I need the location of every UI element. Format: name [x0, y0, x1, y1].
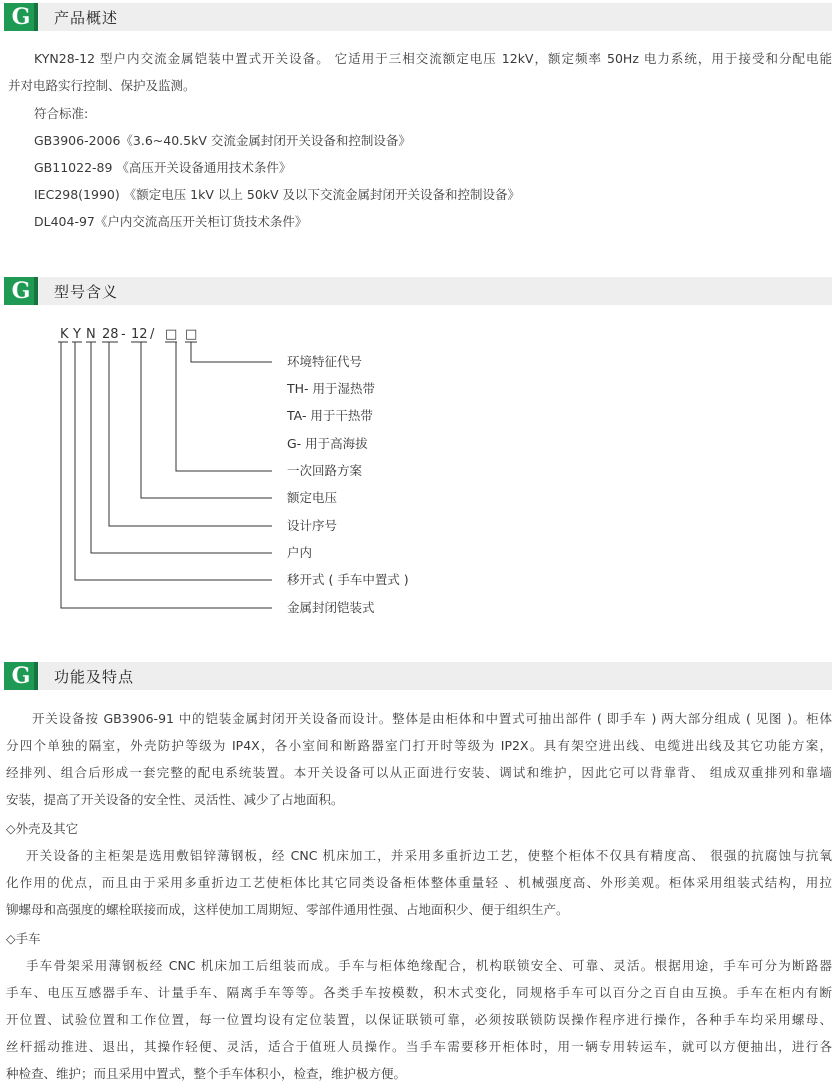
standard-item: IEC298(1990) 《额定电压 1kV 以上 50kV 及以下交流金属封闭开关设备和控制设备》	[34, 187, 521, 202]
section-header-features	[4, 662, 832, 690]
code-char: 28	[102, 327, 119, 342]
model-code-diagram	[0, 320, 836, 620]
standard-item: GB11022-89 《高压开关设备通用技术条件》	[34, 160, 292, 175]
code-char: □	[165, 327, 178, 342]
paragraph-line: 经排列、组合后形成一套完整的配电系统装置。本开关设备可以从正面进行安装、调试和维护，因此它可以背靠背、 组成双重排列和靠墙	[6, 765, 832, 780]
paragraph-line: 分四个单独的隔室，外壳防护等级为 IP4X，各小室间和断路器室门打开时等级为 IP2X。具有架空进出线、电缆进出线及其它功能方案，	[6, 738, 832, 753]
code-label: 环境特征代号	[287, 354, 363, 369]
code-char: -	[121, 327, 126, 342]
code-label: 移开式 ( 手车中置式 )	[287, 572, 409, 587]
code-label: G- 用于高海拔	[287, 436, 368, 451]
section-header-model	[4, 277, 832, 305]
truck-subtitle: ◇手车	[6, 931, 41, 946]
code-char: □	[185, 327, 198, 342]
g-logo-icon: G	[4, 277, 38, 305]
paragraph-line: 铆螺母和高强度的螺栓联接而成，这样使加工周期短、零部件通用性强、占地面积少、便于组织生产。	[6, 902, 569, 917]
code-char: 12	[131, 327, 148, 342]
paragraph-line: 安装，提高了开关设备的安全性、灵活性、减少了占地面积。	[6, 792, 344, 807]
housing-paragraph	[6, 842, 832, 923]
paragraph-line: 丝杆摇动推进、退出，其操作轻便、灵活，适合于值班人员操作。当手车需要移开柜体时，用一辆专用转运车，就可以方便抽出，进行各	[6, 1039, 832, 1054]
section-title: 功能及特点	[54, 667, 135, 686]
standard-item: GB3906-2006《3.6~40.5kV 交流金属封闭开关设备和控制设备》	[34, 133, 411, 148]
overview-intro	[8, 45, 832, 99]
paragraph-line: 手车、电压互感器手车、计量手车、隔离手车等等。各类手车按模数，积木式变化，同规格手车可以百分之百自由互换。手车在柜内有断	[6, 985, 832, 1000]
paragraph-line: 开位置、试验位置和工作位置，每一位置均设有定位装置，以保证联锁可靠，必须按联锁防误操作程序进行操作，各种手车均采用螺母、	[6, 1012, 832, 1027]
housing-subtitle: ◇外壳及其它	[6, 821, 79, 836]
code-label: 户内	[287, 545, 313, 560]
section-header-overview	[4, 3, 832, 31]
section-title: 型号含义	[54, 282, 119, 301]
code-label: 金属封闭铠装式	[287, 600, 375, 615]
code-label: 一次回路方案	[287, 463, 363, 478]
code-label: TA- 用于干热带	[287, 408, 373, 423]
paragraph-line: 种检查、维护；而且采用中置式，整个手车体积小，检查，维护极方便。	[6, 1066, 407, 1081]
code-char: N	[86, 327, 96, 342]
code-char: /	[150, 327, 155, 342]
features-intro	[6, 705, 832, 813]
standards-label: 符合标准:	[34, 106, 89, 121]
paragraph-line: 并对电路实行控制、保护及监测。	[8, 78, 196, 93]
section-title: 产品概述	[54, 8, 119, 27]
truck-paragraph	[6, 952, 832, 1087]
code-label: 额定电压	[287, 490, 338, 505]
code-label: TH- 用于湿热带	[287, 381, 376, 396]
code-char: Y	[73, 327, 81, 342]
paragraph-line: 手车骨架采用薄钢板经 CNC 机床加工后组装而成。手车与柜体绝缘配合，机构联锁安全、可靠、灵活。根据用途，手车可分为断路器	[26, 958, 832, 973]
paragraph-line: 化作用的优点，而且由于采用多重折边工艺使柜体比其它同类设备柜体整体重量轻 、机械强度高、外形美观。柜体采用组装式结构，用拉	[6, 875, 832, 890]
g-logo-icon: G	[4, 662, 38, 690]
paragraph-line: 开关设备按 GB3906-91 中的铠装金属封闭开关设备而设计。整体是由柜体和中置式可抽出部件 ( 即手车 ) 两大部分组成 ( 见图 )。柜体	[32, 711, 832, 726]
code-char: K	[60, 327, 69, 342]
g-logo-icon: G	[4, 3, 38, 31]
paragraph-line: KYN28-12 型户内交流金属铠装中置式开关设备。 它适用于三相交流额定电压 12kV，额定频率 50Hz 电力系统，用于接受和分配电能	[34, 51, 832, 66]
code-label: 设计序号	[287, 518, 338, 533]
paragraph-line: 开关设备的主柜架是选用敷铝锌薄钢板，经 CNC 机床加工，并采用多重折边工艺，使整个柜体不仅具有精度高、 很强的抗腐蚀与抗氧	[26, 848, 832, 863]
standard-item: DL404-97《户内交流高压开关柜订货技术条件》	[34, 214, 308, 229]
